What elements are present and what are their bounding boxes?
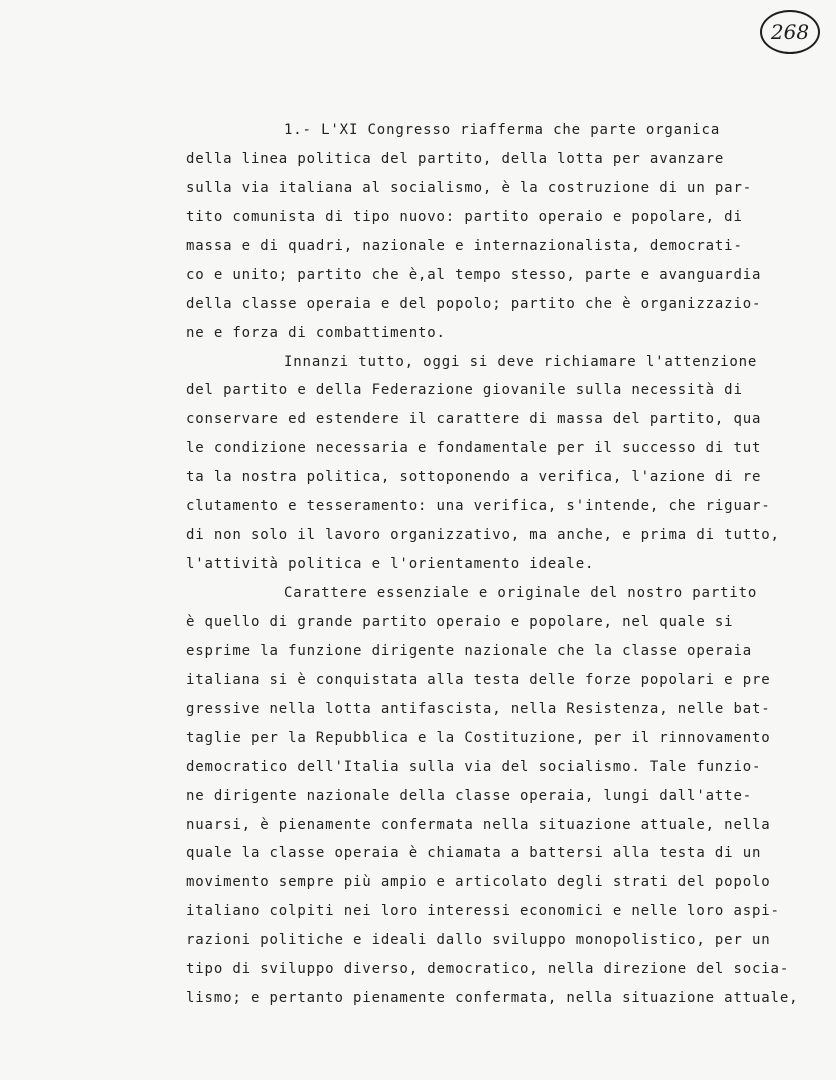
text-line: tito comunista di tipo nuovo: partito operaio e popolare, di <box>186 208 743 225</box>
text-line: co e unito; partito che è,al tempo stesso, parte e avanguardia <box>186 266 762 283</box>
text-line: massa e di quadri, nazionale e internazionalista, democrati- <box>186 237 743 254</box>
text-line: lismo; e pertanto pienamente confermata, nella situazione attuale, <box>186 990 799 1007</box>
text-line: razioni politiche e ideali dallo sviluppo monopolistico, per un <box>186 932 771 949</box>
typewritten-text-body <box>186 116 816 1013</box>
page-number-stamp <box>760 10 820 54</box>
text-line: è quello di grande partito operaio e popolare, nel quale si <box>186 613 734 630</box>
text-line: l'attività politica e l'orientamento ideale. <box>186 556 595 573</box>
text-line: le condizione necessaria e fondamentale per il successo di tut <box>186 440 762 457</box>
page-number: 268 <box>770 20 810 44</box>
text-line: 1.- L'XI Congresso riafferma che parte organica <box>284 122 721 138</box>
text-line: tipo di sviluppo diverso, democratico, nella direzione del socia- <box>186 961 790 978</box>
text-line: gressive nella lotta antifascista, nella Resistenza, nelle bat- <box>186 700 771 717</box>
text-line: ne e forza di combattimento. <box>186 324 446 341</box>
text-line: italiana si è conquistata alla testa delle forze popolari e pre <box>186 671 771 688</box>
text-line: ta la nostra politica, sottoponendo a verifica, l'azione di re <box>186 469 762 486</box>
text-line: nuarsi, è pienamente confermata nella situazione attuale, nella <box>186 816 771 833</box>
text-line: Carattere essenziale e originale del nostro partito <box>284 585 758 601</box>
bleed-through-text <box>80 0 140 1080</box>
text-line: italiano colpiti nei loro interessi economici e nelle loro aspi- <box>186 903 780 920</box>
text-line: conservare ed estendere il carattere di massa del partito, qua <box>186 411 762 428</box>
text-line: esprime la funzione dirigente nazionale che la classe operaia <box>186 642 753 659</box>
text-line: del partito e della Federazione giovanile sulla necessità di <box>186 382 743 399</box>
text-line: di non solo il lavoro organizzativo, ma anche, e prima di tutto, <box>186 527 780 544</box>
text-line: della classe operaia e del popolo; partito che è organizzazio- <box>186 295 762 312</box>
text-line: quale la classe operaia è chiamata a battersi alla testa di un <box>186 845 762 862</box>
text-line: taglie per la Repubblica e la Costituzione, per il rinnovamento <box>186 729 771 746</box>
text-line: Innanzi tutto, oggi si deve richiamare l'attenzione <box>284 353 758 370</box>
text-line: della linea politica del partito, della lotta per avanzare <box>186 150 725 167</box>
text-line: democratico dell'Italia sulla via del socialismo. Tale funzio- <box>186 758 762 775</box>
text-line: ne dirigente nazionale della classe operaia, lungi dall'atte- <box>186 787 753 804</box>
text-line: movimento sempre più ampio e articolato degli strati del popolo <box>186 874 771 891</box>
text-line: sulla via italiana al socialismo, è la costruzione di un par- <box>186 179 753 196</box>
text-line: clutamento e tesseramento: una verifica, s'intende, che riguar- <box>186 498 771 515</box>
